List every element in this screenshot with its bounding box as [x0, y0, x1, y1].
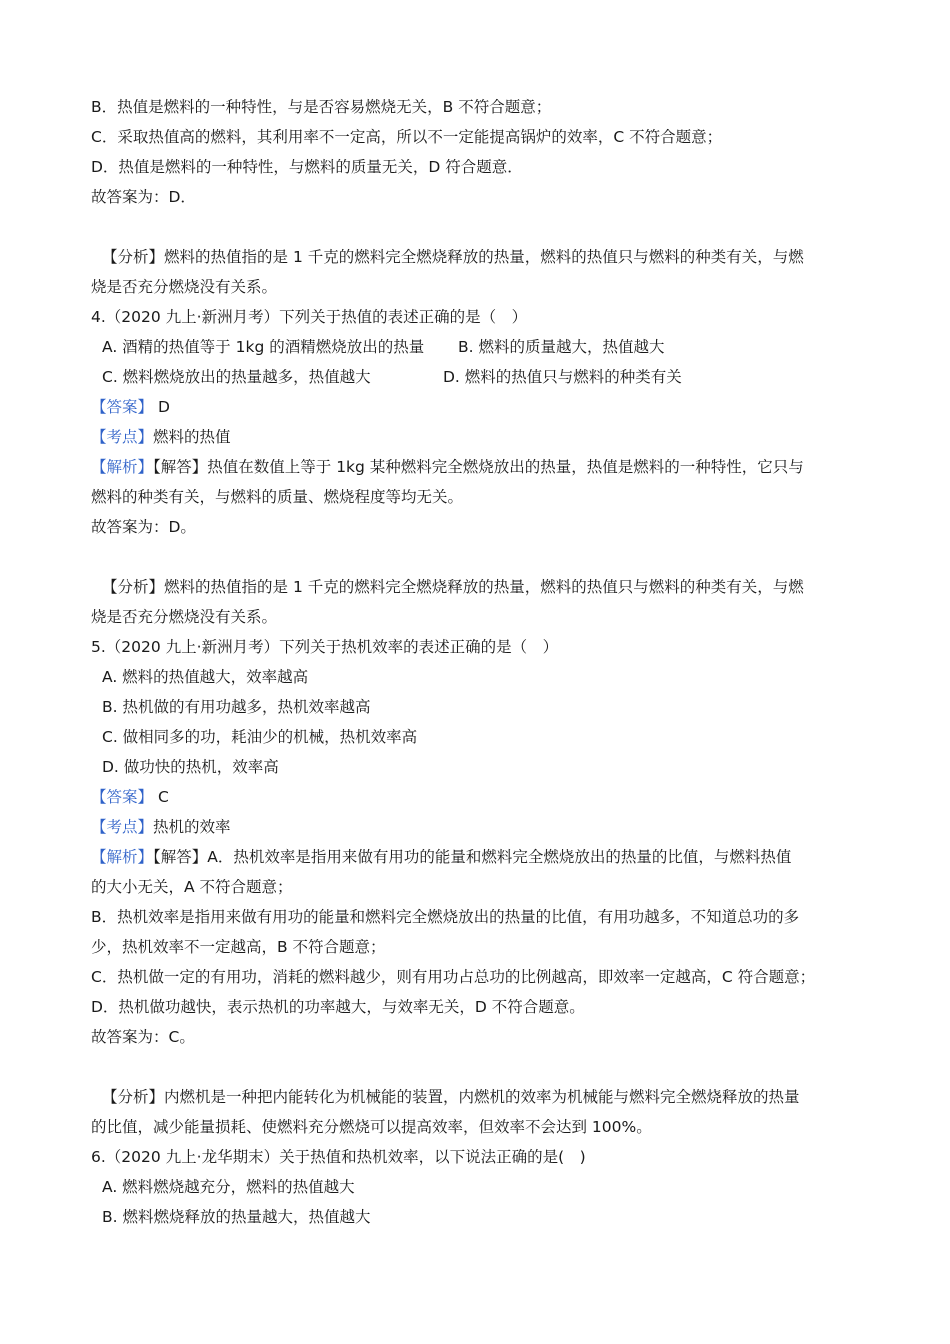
solution-line-c: C．采取热值高的燃料，其利用率不一定高，所以不一定能提高锅炉的效率，C 不符合题意；	[91, 128, 723, 146]
question-4-analysis-line-1	[91, 572, 866, 602]
spacer	[91, 1052, 866, 1082]
analysis-tag: 【分析】	[102, 248, 165, 266]
answer-tag: 【答案】	[91, 398, 154, 416]
question-6-option-b: B. 燃料燃烧释放的热量越大，热值越大	[102, 1208, 371, 1226]
spacer	[91, 212, 866, 242]
question-5-point	[91, 812, 866, 842]
point-value: 热机的效率	[153, 818, 231, 836]
analysis-line-2: 烧是否充分燃烧没有关系。	[91, 278, 278, 296]
analysis-line-1	[91, 242, 866, 272]
point-value: 燃料的热值	[153, 428, 231, 446]
document-page	[91, 92, 866, 1232]
spacer	[91, 542, 866, 572]
question-5-final: 故答案为：C。	[91, 1028, 195, 1046]
analysis-text: 内燃机是一种把内能转化为机械能的装置，内燃机的效率为机械能与燃料完全燃烧释放的热量	[164, 1088, 800, 1106]
question-5-jiexi-line-1	[91, 842, 866, 872]
question-5-answer	[91, 782, 866, 812]
question-4-final: 故答案为：D。	[91, 518, 196, 536]
question-5-jiexi-line-2: 的大小无关，A 不符合题意；	[91, 878, 293, 896]
question-5-analysis-line-1	[91, 1082, 866, 1112]
analysis-tag: 【分析】	[102, 578, 165, 596]
question-4-answer	[91, 392, 866, 422]
question-5-b-line-2: 少，热机效率不一定越高，B 不符合题意；	[91, 938, 386, 956]
question-4-jiexi-line-2: 燃料的种类有关，与燃料的质量、燃烧程度等均无关。	[91, 488, 464, 506]
question-5-option-d: D. 做功快的热机，效率高	[102, 758, 279, 776]
answer-value: D	[153, 398, 170, 416]
question-5-option-c: C. 做相同多的功，耗油少的机械，热机效率高	[102, 728, 418, 746]
analysis-text: 燃料的热值指的是 1 千克的燃料完全燃烧释放的热量，燃料的热值只与燃料的种类有关，与燃	[164, 248, 804, 266]
question-5-stem: 5.（2020 九上·新洲月考）下列关于热机效率的表述正确的是（ ）	[91, 638, 559, 656]
question-4-jiexi-line-1	[91, 452, 866, 482]
answer-value: C	[153, 788, 169, 806]
point-tag: 【考点】	[91, 428, 154, 446]
question-4-analysis-line-2: 烧是否充分燃烧没有关系。	[91, 608, 278, 626]
question-5-b-line-1: B．热机效率是指用来做有用功的能量和燃料完全燃烧放出的热量的比值，有用功越多，不知道总功的多	[91, 908, 800, 926]
question-6-stem: 6.（2020 九上·龙华期末）关于热值和热机效率，以下说法正确的是( )	[91, 1148, 586, 1166]
final-answer: 故答案为：D．	[91, 188, 196, 206]
question-4-options-row-1	[91, 332, 866, 362]
solution-line-b: B．热值是燃料的一种特性，与是否容易燃烧无关，B 不符合题意；	[91, 98, 552, 116]
question-4-options-row-2	[91, 362, 866, 392]
question-4-option-b: B. 燃料的质量越大，热值越大	[458, 338, 665, 356]
analysis-text: 燃料的热值指的是 1 千克的燃料完全燃烧释放的热量，燃料的热值只与燃料的种类有关，与燃	[164, 578, 804, 596]
answer-tag: 【答案】	[91, 788, 154, 806]
jiexi-tag: 【解析】	[91, 848, 154, 866]
question-5-d-line: D．热机做功越快，表示热机的功率越大，与效率无关，D 不符合题意。	[91, 998, 585, 1016]
jiexi-tag: 【解析】	[91, 458, 154, 476]
point-tag: 【考点】	[91, 818, 154, 836]
question-5-option-b: B. 热机做的有用功越多，热机效率越高	[102, 698, 371, 716]
question-4-option-a: A. 酒精的热值等于 1kg 的酒精燃烧放出的热量	[102, 338, 425, 356]
question-5-analysis-line-2: 的比值，减少能量损耗、使燃料充分燃烧可以提高效率，但效率不会达到 100%。	[91, 1118, 652, 1136]
analysis-tag: 【分析】	[102, 1088, 165, 1106]
question-5-option-a: A. 燃料的热值越大，效率越高	[102, 668, 309, 686]
question-6-option-a: A. 燃料燃烧越充分，燃料的热值越大	[102, 1178, 355, 1196]
question-4-stem: 4.（2020 九上·新洲月考）下列关于热值的表述正确的是（ ）	[91, 308, 528, 326]
question-5-c-line: C．热机做一定的有用功，消耗的燃料越少，则有用功占总功的比例越高，即效率一定越高，C 符合题意；	[91, 968, 816, 986]
solution-line-d: D．热值是燃料的一种特性，与燃料的质量无关，D 符合题意．	[91, 158, 523, 176]
question-4-option-d: D. 燃料的热值只与燃料的种类有关	[443, 368, 682, 386]
question-4-point	[91, 422, 866, 452]
question-4-option-c: C. 燃料燃烧放出的热量越多，热值越大	[102, 368, 371, 386]
jieda-text: 【解答】A．热机效率是指用来做有用功的能量和燃料完全燃烧放出的热量的比值，与燃料热值	[153, 848, 792, 866]
jieda-text: 【解答】热值在数值上等于 1kg 某种燃料完全燃烧放出的热量，热值是燃料的一种特性，它只与	[153, 458, 804, 476]
